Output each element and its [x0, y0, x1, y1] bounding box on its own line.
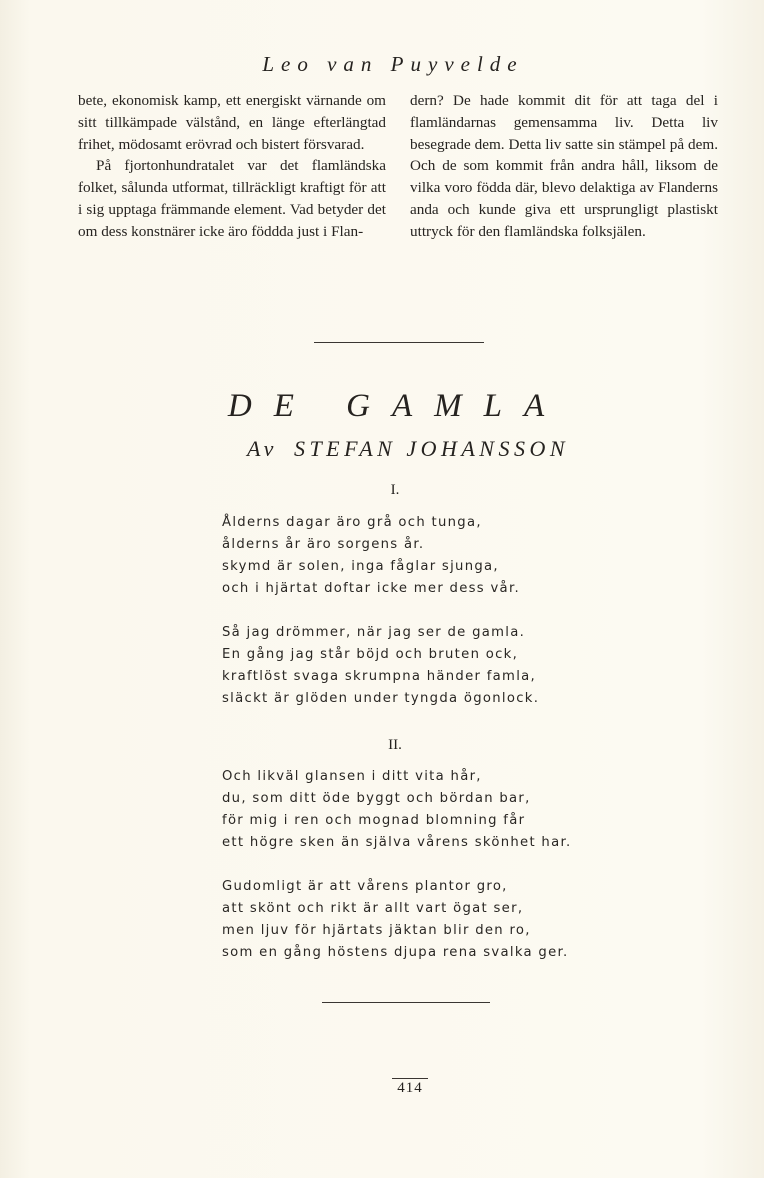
prose-paragraph: dern? De hade kommit dit för att taga del i flamländarnas gemensamma liv. Detta liv besegrade dem. Detta liv satte sin stämpel på dem. Och de som kommit från andra håll, liksom de vilka voro födda där, blevo delaktiga av Flanderns anda och kunde giva ett ursprungligt plastiskt uttryck för den flamländska folksjälen.	[410, 92, 718, 240]
poem-line: du, som ditt öde byggt och bördan bar,	[222, 791, 531, 806]
poem-author: STEFAN JOHANSSON	[293, 436, 570, 461]
poem-line: men ljuv för hjärtats jäktan blir den ro,	[222, 923, 531, 938]
poem-line: att skönt och rikt är allt vart ögat ser,	[222, 901, 524, 916]
poem-line: skymd är solen, inga fåglar sjunga,	[222, 559, 499, 574]
poem-line: Och likväl glansen i ditt vita hår,	[222, 769, 482, 784]
poem-line: ålderns år äro sorgens år.	[222, 537, 425, 552]
poem-title: DE GAMLA	[227, 388, 567, 424]
end-divider	[322, 1002, 490, 1003]
poem-line: kraftlöst svaga skrumpna händer famla,	[222, 669, 537, 684]
poem-stanza	[222, 766, 602, 854]
poem-stanza	[222, 876, 602, 964]
poem-line: och i hjärtat doftar icke mer dess vår.	[222, 581, 520, 596]
poem-stanza	[222, 512, 602, 600]
poem-line: Så jag drömmer, när jag ser de gamla.	[222, 625, 526, 640]
poem-line: släckt är glöden under tyngda ögonlock.	[222, 691, 540, 706]
byline-prefix: Av	[246, 436, 278, 461]
page-number: 414	[397, 1080, 423, 1096]
poem-line: En gång jag står böjd och bruten ock,	[222, 647, 519, 662]
prose-paragraph: På fjortonhundratalet var det flamländska folket, sålunda utformat, tillräckligt kraftigt för att i sig upptaga främmande element. Vad betyder det om dess konstnärer icke äro föddda just i Flan-	[78, 157, 386, 240]
running-head: Leo van Puyvelde	[262, 52, 524, 76]
page-number-rule	[392, 1078, 428, 1079]
poem-stanza	[222, 622, 602, 710]
poem-line: Ålderns dagar äro grå och tunga,	[222, 515, 482, 530]
poem-line: Gudomligt är att vårens plantor gro,	[222, 879, 508, 894]
prose-left-column	[78, 90, 386, 243]
section-divider	[314, 342, 484, 343]
poem-byline	[0, 436, 764, 462]
poem-line: som en gång höstens djupa rena svalka ger.	[222, 945, 569, 960]
poem-line: för mig i ren och mognad blomning får	[222, 813, 526, 828]
section-number: II.	[388, 737, 402, 753]
prose-paragraph: bete, ekonomisk kamp, ett energiskt värnande om sitt tillkämpade välstånd, en länge efterlängtad frihet, mödosamt erövrad och bistert försvarad.	[78, 92, 386, 153]
section-number: I.	[390, 482, 400, 498]
poem-line: ett högre sken än själva vårens skönhet har.	[222, 835, 572, 850]
prose-right-column	[410, 90, 718, 243]
